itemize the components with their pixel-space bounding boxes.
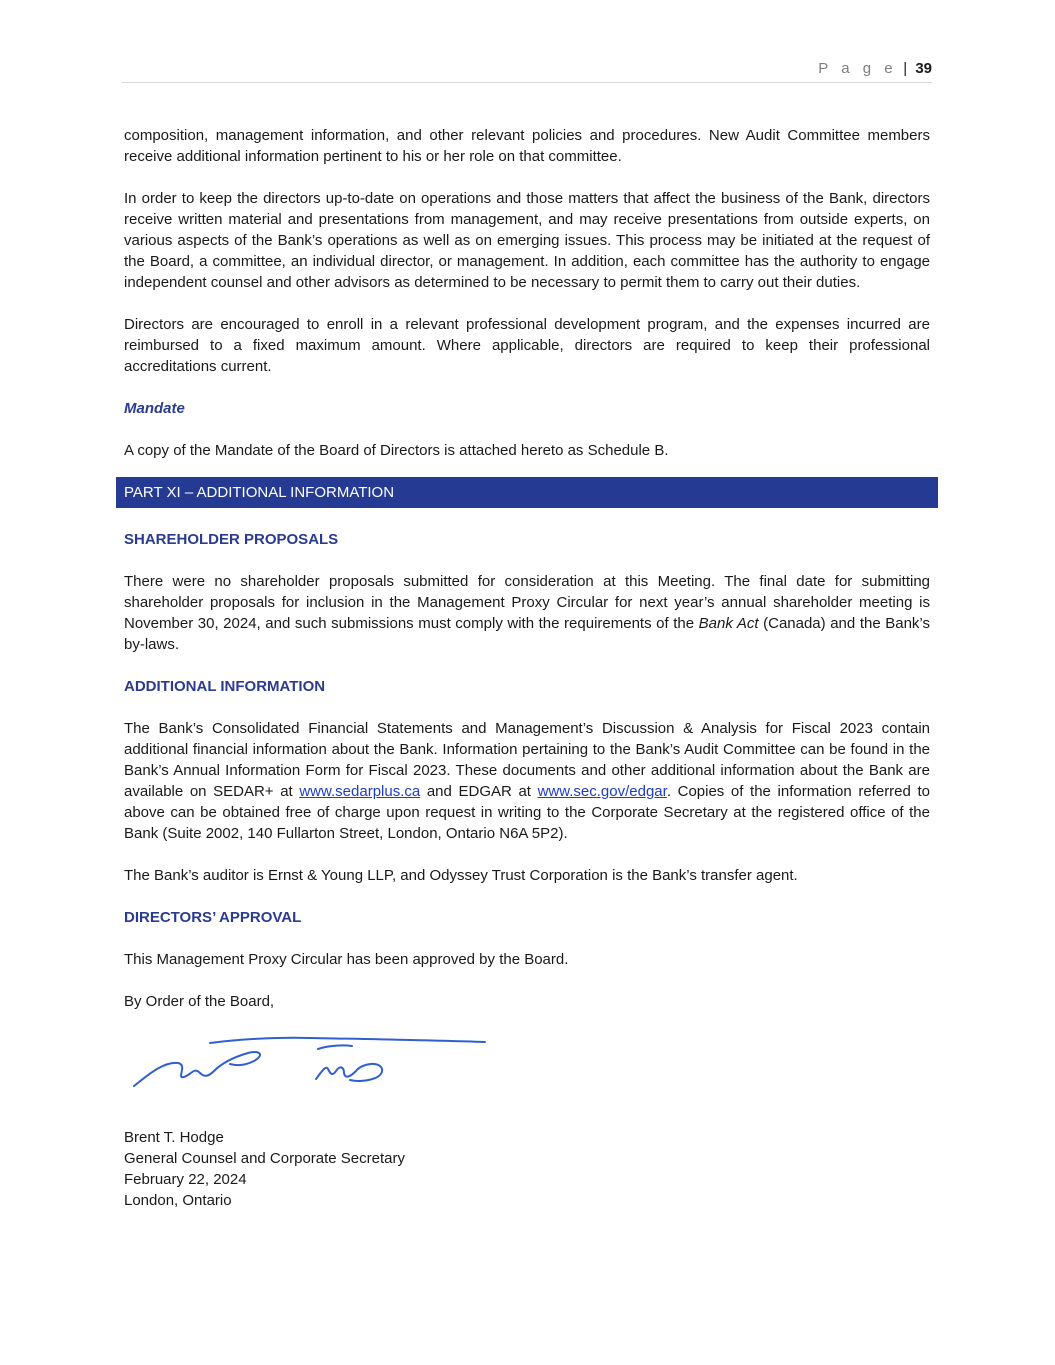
page-number-value: 39 bbox=[915, 60, 932, 77]
shareholder-text-after: (Canada) and the Bank’s by-laws. bbox=[124, 615, 930, 653]
paragraph-professional-development: Directors are encouraged to enroll in a relevant professional development program, and the expenses incurred are reimbursed to a fixed maximum amount. Where applicable, directors are required to keep their professional accreditations current. bbox=[124, 316, 930, 375]
paragraph-additional-information bbox=[124, 718, 930, 844]
paragraph-composition: composition, management information, and other relevant policies and procedures. New Audit Committee members receive additional information pertinent to his or her role on that committee. bbox=[124, 127, 930, 165]
mandate-heading: Mandate bbox=[124, 400, 185, 417]
page-label: P a g e bbox=[818, 60, 898, 77]
signature bbox=[124, 1027, 930, 1127]
additional-text-b: and EDGAR at bbox=[420, 783, 538, 800]
paragraph-mandate: A copy of the Mandate of the Board of Directors is attached hereto as Schedule B. bbox=[124, 442, 669, 459]
page-header bbox=[122, 60, 932, 83]
signer-date: February 22, 2024 bbox=[124, 1171, 247, 1188]
sec-edgar-link[interactable]: www.sec.gov/edgar bbox=[537, 783, 667, 800]
document-body bbox=[124, 125, 930, 1211]
sedarplus-link[interactable]: www.sedarplus.ca bbox=[299, 783, 421, 800]
paragraph-shareholder-proposals bbox=[124, 571, 930, 655]
additional-text-a: The Bank’s Consolidated Financial Statements and Management’s Discussion & Analysis for Fiscal 2023 contain additional financial information about the Bank. Information pertaining to the Bank’s Audit Committee can be found in the Bank’s Annual Information Form for Fiscal 2023. These documents and other additional information about the Bank are available on SEDAR+ at bbox=[124, 720, 930, 800]
signer-block bbox=[124, 1127, 930, 1211]
additional-information-heading: ADDITIONAL INFORMATION bbox=[124, 678, 326, 695]
shareholder-proposals-heading: SHAREHOLDER PROPOSALS bbox=[124, 531, 339, 548]
part-xi-banner: PART XI – ADDITIONAL INFORMATION bbox=[116, 477, 938, 508]
shareholder-text-before: There were no shareholder proposals submitted for consideration at this Meeting. The final date for submitting shareholder proposals for inclusion in the Management Proxy Circular for next year’s annual shareholder meeting is November 30, 2024, and such submissions must comply with the requirements of the bbox=[124, 573, 930, 632]
signer-location: London, Ontario bbox=[124, 1192, 232, 1209]
directors-approval-heading: DIRECTORS’ APPROVAL bbox=[124, 909, 302, 926]
paragraph-approval: This Management Proxy Circular has been approved by the Board. bbox=[124, 951, 569, 968]
page-number bbox=[818, 60, 932, 77]
paragraph-by-order: By Order of the Board, bbox=[124, 993, 275, 1010]
signature-image bbox=[130, 1027, 500, 1097]
bank-act-italic: Bank Act bbox=[698, 615, 759, 632]
signer-title: General Counsel and Corporate Secretary bbox=[124, 1150, 405, 1167]
page-separator: | bbox=[903, 60, 908, 77]
paragraph-auditor: The Bank’s auditor is Ernst & Young LLP, and Odyssey Trust Corporation is the Bank’s transfer agent. bbox=[124, 867, 798, 884]
signer-name: Brent T. Hodge bbox=[124, 1129, 224, 1146]
additional-text-c: . Copies of the information referred to above can be obtained free of charge upon request in writing to the Corporate Secretary at the registered office of the Bank (Suite 2002, 140 Fullarton Street, London, Ontario N6A 5P2). bbox=[124, 783, 930, 842]
paragraph-directors-up-to-date: In order to keep the directors up-to-date on operations and those matters that affect the business of the Bank, directors receive written material and presentations from management, and may receive presentations from outside experts, on various aspects of the Bank’s operations as well as on emerging issues. This process may be initiated at the request of the Board, a committee, an individual director, or management. In addition, each committee has the authority to engage independent counsel and other advisors as determined to be necessary to permit them to carry out their duties. bbox=[124, 190, 930, 291]
